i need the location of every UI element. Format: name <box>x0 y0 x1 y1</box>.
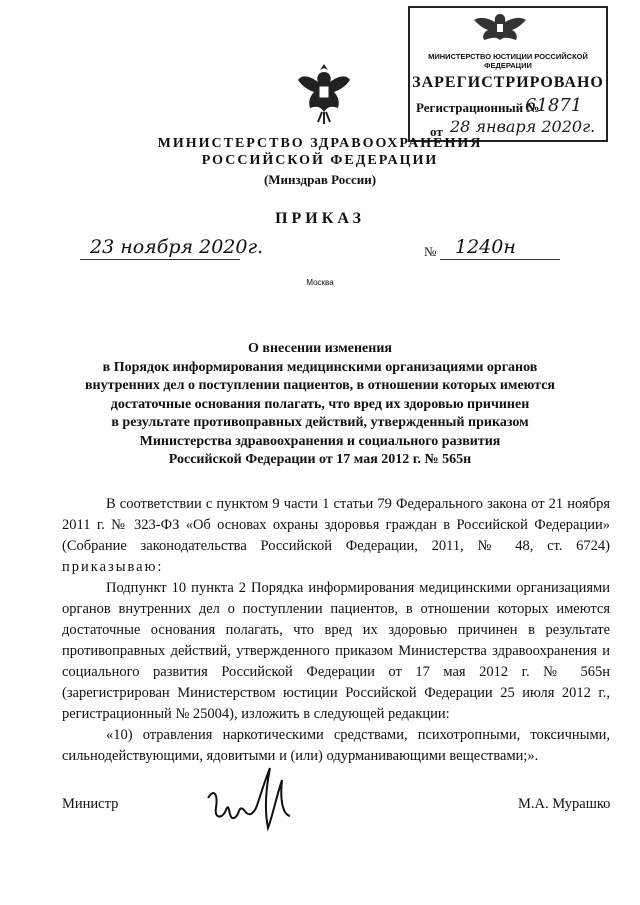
order-date: 23 ноября 2020г. <box>90 236 264 258</box>
title-line: в результате противоправных действий, утвержденный приказом <box>111 415 529 430</box>
body-paragraph <box>62 494 610 578</box>
ministry-name-line1: МИНИСТЕРСТВО ЗДРАВООХРАНЕНИЯ <box>157 136 483 151</box>
handwritten-signature <box>200 758 320 838</box>
paragraph-text: В соответствии с пунктом 9 части 1 статьи 79 Федерального закона от 21 ноября 2011 г. № 323-ФЗ «Об основах охраны здоровья граждан в Российской Федерации» (Собрание законодательства Российской Федерации, 2011, № 48, ст. 6724) <box>62 496 610 554</box>
title-line: внутренних дел о поступлении пациентов, в отношении которых имеются <box>84 378 556 393</box>
signer-name: М.А. Мурашко <box>518 796 611 812</box>
body-text <box>62 494 610 767</box>
stamp-ministry-name: МИНИСТЕРСТВО ЮСТИЦИИ РОССИЙСКОЙ ФЕДЕРАЦИИ <box>428 52 588 70</box>
stamp-eagle-emblem-icon <box>470 10 530 46</box>
ministry-short-name: (Минздрав России) <box>263 172 377 187</box>
title-line: Министерства здравоохранения и социального развития <box>139 433 501 449</box>
order-number-underline <box>440 259 560 260</box>
order-date-underline <box>80 259 240 260</box>
signer-title: Министр <box>62 796 119 812</box>
title-line: достаточные основания полагать, что вред их здоровью причинен <box>110 396 530 412</box>
number-sign: № <box>424 244 437 259</box>
ministry-name-line2: РОССИЙСКОЙ ФЕДЕРАЦИИ <box>201 153 439 168</box>
coat-of-arms-icon <box>296 62 352 128</box>
title-line: Российской Федерации от 17 мая 2012 г. № 565н <box>168 452 472 467</box>
stamp-date-value: 28 января 2020г. <box>450 117 596 136</box>
order-word: приказываю: <box>62 559 164 575</box>
stamp-registered-text: ЗАРЕГИСТРИРОВАНО <box>412 74 604 91</box>
title-line: О внесении изменения <box>248 341 392 356</box>
body-paragraph: «10) отравления наркотическими средствами, психотропными, токсичными, сильнодействующими, ядовитыми и (или) одурманивающими веществами;». <box>62 727 610 764</box>
title-line: в Порядок информирования медицинскими организациями органов <box>102 359 538 375</box>
stamp-date-label: от <box>430 124 443 139</box>
stamp-regno-value: 61871 <box>525 95 583 116</box>
order-number: 1240н <box>455 236 516 258</box>
body-paragraph: Подпункт 10 пункта 2 Порядка информирования медицинскими организациями органов внутренних дел о поступлении пациентов, в отношении которых имеются достаточные основания полагать, что вред их здоровью причинен в результате противоправных действий, утвержденного приказом Министерства здравоохранения и социального развития Российской Федерации от 17 мая 2012 г. № 565н (зарегистрирован Министерством юстиции Российской Федерации 25 июля 2012 г., регистрационный № 25004), изложить в следующей редакции: <box>62 580 610 722</box>
stamp-regno-label: Регистрационный № <box>416 100 540 115</box>
city-name: Москва <box>306 278 334 287</box>
order-title: ПРИКАЗ <box>275 210 365 227</box>
document-title <box>40 340 600 470</box>
